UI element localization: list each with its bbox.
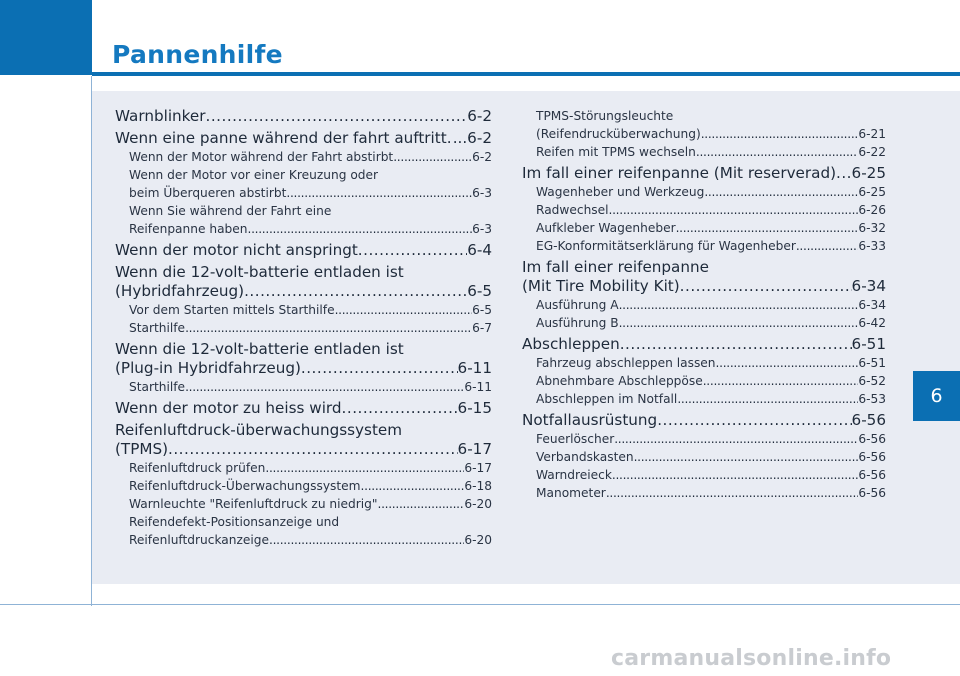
toc-entry-title: Wenn der motor nicht anspringt — [115, 241, 358, 259]
chapter-tab[interactable] — [913, 371, 960, 421]
toc-entry-title: (TPMS) — [115, 440, 169, 458]
toc-entry-text: Im fall einer reifenpanne — [522, 258, 709, 276]
toc-page-number: 6-7 — [472, 321, 492, 335]
toc-column-right — [522, 107, 886, 502]
toc-entry-title: (Hybridfahrzeug) — [115, 282, 245, 300]
toc-leader-dots — [335, 301, 473, 319]
toc-entry-title: Reifenluftdruck-Überwachungssystem — [129, 479, 361, 493]
toc-leader-dots — [301, 359, 458, 378]
toc-entry[interactable] — [115, 129, 492, 148]
toc-leader-dots — [609, 201, 859, 219]
toc-entry-title: Aufkleber Wagenheber — [536, 221, 676, 235]
toc-leader-dots — [619, 296, 859, 314]
toc-entry[interactable] — [115, 220, 492, 238]
toc-page-number: 6-53 — [858, 392, 886, 406]
toc-leader-dots — [614, 430, 858, 448]
toc-leader-dots — [619, 314, 859, 332]
toc-page-number: 6-56 — [858, 450, 886, 464]
toc-page-number: 6-34 — [851, 277, 886, 295]
toc-entry[interactable] — [522, 335, 886, 354]
toc-entry-text: Reifenluftdruck-überwachungssystem — [115, 421, 403, 439]
toc-page-number: 6-56 — [858, 468, 886, 482]
toc-page-number: 6-5 — [472, 303, 492, 317]
margin-line — [91, 76, 92, 606]
toc-page-number: 6-34 — [858, 298, 886, 312]
toc-leader-dots — [393, 148, 472, 166]
toc-leader-dots — [676, 219, 859, 237]
toc-entry-title: Wagenheber und Werkzeug — [536, 185, 705, 199]
toc-leader-dots — [286, 184, 472, 202]
toc-entry-title: Wenn der Motor während der Fahrt abstirbt — [129, 150, 394, 164]
toc-entry-line — [115, 202, 492, 220]
toc-leader-dots — [606, 484, 859, 502]
toc-entry-title: Reifen mit TPMS wechseln — [536, 145, 696, 159]
title-rule — [92, 72, 960, 76]
toc-leader-dots — [244, 282, 467, 301]
toc-entry-title: Starthilfe — [129, 321, 186, 335]
toc-entry-title: (Mit Tire Mobility Kit) — [522, 277, 680, 295]
toc-entry[interactable] — [115, 378, 492, 396]
toc-page-number: 6-56 — [858, 432, 886, 446]
toc-entry[interactable] — [115, 440, 492, 459]
toc-leader-dots — [342, 399, 458, 418]
toc-page-number: 6-25 — [858, 185, 886, 199]
toc-page-number: 6-22 — [858, 145, 886, 159]
toc-page-number: 6-11 — [457, 359, 492, 377]
toc-entry[interactable] — [115, 459, 492, 477]
toc-leader-dots — [361, 477, 465, 495]
toc-leader-dots — [836, 164, 852, 183]
toc-entry[interactable] — [522, 237, 886, 255]
toc-entry-title: (Plug-in Hybridfahrzeug) — [115, 359, 301, 377]
toc-entry-title: Notfallausrüstung — [522, 411, 658, 429]
toc-leader-dots — [704, 183, 858, 201]
toc-page-number: 6-56 — [858, 486, 886, 500]
toc-entry-text: Wenn die 12-volt-batterie entladen ist — [115, 340, 404, 358]
toc-entry-title: Ausführung A — [536, 298, 619, 312]
toc-page-number: 6-42 — [858, 316, 886, 330]
toc-entry-title: Starthilfe — [129, 380, 186, 394]
toc-entry-text: Wenn Sie während der Fahrt eine — [129, 204, 332, 218]
toc-leader-dots — [185, 319, 472, 337]
toc-entry-title: Ausführung B — [536, 316, 619, 330]
toc-entry-text: TPMS-Störungsleuchte — [536, 109, 674, 123]
toc-page-number: 6-11 — [464, 380, 492, 394]
toc-entry-title: Abschleppen im Notfall — [536, 392, 678, 406]
toc-column-left — [115, 107, 492, 549]
toc-leader-dots — [620, 335, 852, 354]
toc-entry[interactable] — [522, 466, 886, 484]
toc-entry-title: Reifenluftdruck prüfen — [129, 461, 266, 475]
toc-entry[interactable] — [522, 372, 886, 390]
toc-entry[interactable] — [522, 164, 886, 183]
toc-page-number: 6-3 — [472, 222, 492, 236]
toc-entry-title: Radwechsel — [536, 203, 609, 217]
toc-entry-title: Verbandskasten — [536, 450, 634, 464]
toc-entry[interactable] — [115, 319, 492, 337]
toc-entry-title: Warnblinker — [115, 107, 206, 125]
toc-leader-dots — [378, 495, 465, 513]
toc-entry-text: Wenn die 12-volt-batterie entladen ist — [115, 263, 404, 281]
toc-entry-title: Abnehmbare Abschleppöse — [536, 374, 703, 388]
left-margin — [0, 75, 91, 604]
toc-entry[interactable] — [115, 399, 492, 418]
toc-entry-title: beim Überqueren abstirbt — [129, 186, 287, 200]
toc-entry-title: Manometer — [536, 486, 606, 500]
toc-entry-line — [115, 513, 492, 531]
toc-entry[interactable] — [115, 301, 492, 319]
toc-entry-title: Reifenluftdruckanzeige — [129, 533, 270, 547]
toc-entry-line — [522, 107, 886, 125]
toc-page-number: 6-51 — [858, 356, 886, 370]
toc-leader-dots — [703, 372, 859, 390]
toc-leader-dots — [696, 143, 858, 161]
toc-leader-dots — [185, 378, 464, 396]
toc-entry-text: Reifendefekt-Positionsanzeige und — [129, 515, 340, 529]
toc-entry[interactable] — [522, 390, 886, 408]
toc-page-number: 6-3 — [472, 186, 492, 200]
toc-leader-dots — [265, 459, 464, 477]
toc-page-number: 6-20 — [464, 533, 492, 547]
chapter-tab-label: 6 — [930, 385, 943, 407]
toc-page-number: 6-17 — [464, 461, 492, 475]
toc-entry[interactable] — [115, 184, 492, 202]
toc-page-number: 6-33 — [858, 239, 886, 253]
toc-entry-title: Vor dem Starten mittels Starthilfe — [129, 303, 335, 317]
toc-entry[interactable] — [522, 183, 886, 201]
toc-entry[interactable] — [115, 241, 492, 260]
toc-entry-title: EG-Konformitätserklärung für Wagenheber — [536, 239, 796, 253]
toc-page-number: 6-17 — [457, 440, 492, 458]
toc-entry[interactable] — [522, 448, 886, 466]
toc-entry[interactable] — [115, 477, 492, 495]
toc-page-number: 6-52 — [858, 374, 886, 388]
toc-leader-dots — [358, 241, 467, 260]
toc-leader-dots — [677, 390, 858, 408]
toc-leader-dots — [680, 277, 852, 296]
toc-entry-title: Fahrzeug abschleppen lassen — [536, 356, 716, 370]
toc-leader-dots — [634, 448, 859, 466]
toc-entry[interactable] — [522, 354, 886, 372]
toc-leader-dots — [657, 411, 851, 430]
toc-entry[interactable] — [522, 277, 886, 296]
toc-entry[interactable] — [522, 143, 886, 161]
toc-entry[interactable] — [115, 282, 492, 301]
toc-page-number: 6-51 — [851, 335, 886, 353]
toc-entry-title: Wenn der motor zu heiss wird — [115, 399, 342, 417]
toc-entry[interactable] — [522, 296, 886, 314]
toc-leader-dots — [716, 354, 859, 372]
toc-page-number: 6-32 — [858, 221, 886, 235]
toc-entry[interactable] — [522, 314, 886, 332]
toc-leader-dots — [269, 531, 464, 549]
toc-page-number: ...6-2 — [452, 129, 492, 147]
toc-entry-text: Wenn der Motor vor einer Kreuzung oder — [129, 168, 379, 182]
toc-entry-title: Reifenpanne haben — [129, 222, 248, 236]
toc-page-number: 6-5 — [467, 282, 492, 300]
toc-entry-title: Wenn eine panne während der fahrt auftritt — [115, 129, 447, 147]
toc-page-number: 6-15 — [457, 399, 492, 417]
toc-entry-title: Im fall einer reifenpanne (Mit reserverad) — [522, 164, 837, 182]
toc-entry[interactable] — [115, 107, 492, 126]
toc-leader-dots — [612, 466, 858, 484]
toc-entry[interactable] — [115, 359, 492, 378]
toc-page-number: 6-2 — [467, 107, 492, 125]
toc-entry-line — [115, 340, 492, 359]
toc-entry[interactable] — [522, 484, 886, 502]
toc-entry-line — [115, 166, 492, 184]
toc-entry[interactable] — [522, 411, 886, 430]
toc-page-number: 6-20 — [464, 497, 492, 511]
toc-leader-dots — [701, 125, 859, 143]
toc-leader-dots — [248, 220, 473, 238]
header-color-block — [0, 0, 92, 75]
toc-leader-dots — [796, 237, 858, 255]
toc-page-number: 6-25 — [851, 164, 886, 182]
toc-page-number: 6-56 — [851, 411, 886, 429]
toc-page-number: 6-2 — [472, 150, 492, 164]
toc-entry-title: (Reifendrucküberwachung) — [536, 127, 701, 141]
page-title: Pannenhilfe — [112, 40, 283, 69]
toc-entry-title: Feuerlöscher — [536, 432, 615, 446]
toc-entry[interactable] — [115, 495, 492, 513]
toc-entry[interactable] — [522, 125, 886, 143]
toc-page-number: 6-26 — [858, 203, 886, 217]
toc-entry[interactable] — [522, 201, 886, 219]
toc-entry-line — [115, 263, 492, 282]
toc-entry-line — [522, 258, 886, 277]
toc-entry[interactable] — [522, 219, 886, 237]
toc-entry[interactable] — [115, 148, 492, 166]
toc-page-number: 6-21 — [858, 127, 886, 141]
toc-entry-title: Warnleuchte "Reifenluftdruck zu niedrig" — [129, 497, 378, 511]
toc-entry-title: Abschleppen — [522, 335, 620, 353]
toc-leader-dots — [168, 440, 458, 459]
toc-leader-dots — [206, 107, 468, 126]
toc-entry[interactable] — [115, 531, 492, 549]
footer-rule — [0, 604, 960, 605]
toc-page-number: 6-18 — [464, 479, 492, 493]
toc-page-number: 6-4 — [467, 241, 492, 259]
toc-entry-title: Warndreieck — [536, 468, 612, 482]
watermark: carmanualsonline.info — [611, 646, 892, 671]
toc-entry[interactable] — [522, 430, 886, 448]
toc-entry-line — [115, 421, 492, 440]
